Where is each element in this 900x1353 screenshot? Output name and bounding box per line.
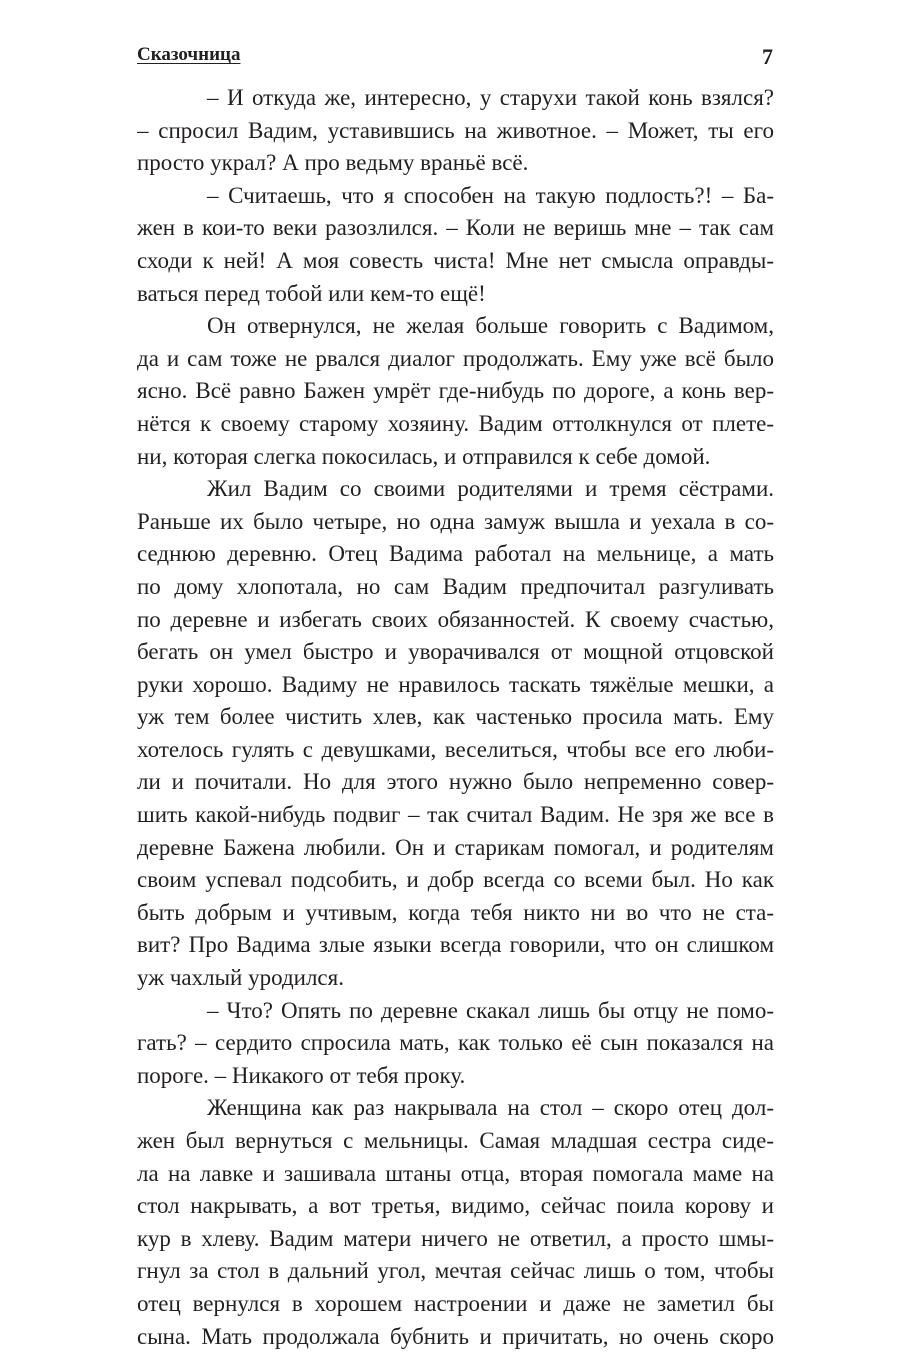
text-line: сходи к ней! А моя совесть чиста! Мне нет смысла оправды-: [137, 247, 774, 273]
text-line: по дому хлопотала, но сам Вадим предпочитал разгуливать: [137, 573, 774, 599]
text-line: пороге. – Никакого от тебя проку.: [137, 1062, 466, 1088]
text-line: ясно. Всё равно Бажен умрёт где-нибудь по дороге, а конь вер-: [137, 378, 774, 404]
text-line: своим успевал подсобить, и добр всегда со всеми был. Но как: [137, 867, 774, 893]
text-line: Жил Вадим со своими родителями и тремя сёстрами.: [207, 476, 774, 502]
text-line: бегать он умел быстро и уворачивался от мощной отцовской: [137, 639, 774, 665]
text-line: кур в хлеву. Вадим матери ничего не ответил, а просто шмы-: [137, 1225, 774, 1251]
text-line: седнюю деревню. Отец Вадима работал на мельнице, а мать: [137, 541, 774, 567]
text-line: просто украл? А про ведьму враньё всё.: [137, 150, 529, 176]
text-line: да и сам тоже не рвался диалог продолжать. Ему уже всё было: [137, 345, 774, 371]
text-line: ли и почитали. Но для этого нужно было непременно совер-: [137, 769, 774, 795]
text-line: ла на лавке и зашивала штаны отца, вторая помогала маме на: [137, 1160, 774, 1186]
text-line: Женщина как раз накрывала на стол – скоро отец дол-: [207, 1095, 774, 1121]
page-number: 7: [762, 44, 773, 69]
text-line: уж тем более чистить хлев, как частенько просила мать. Ему: [137, 704, 774, 730]
text-line: жен в кои-то веки разозлился. – Коли не веришь мне – так сам: [137, 215, 774, 241]
text-line: – Что? Опять по деревне скакал лишь бы отцу не помо-: [207, 997, 774, 1023]
text-line: шить какой-нибудь подвиг – так считал Вадим. Не зря же все в: [137, 802, 774, 828]
text-line: – спросил Вадим, уставившись на животное. – Может, ты его: [137, 117, 774, 143]
text-line: стол накрывать, а вот третья, видимо, сейчас поила корову и: [137, 1193, 774, 1219]
text-line: гать? – сердито спросила мать, как только её сын показался на: [137, 1030, 774, 1056]
text-line: деревне Бажена любили. Он и старикам помогал, и родителям: [137, 834, 774, 860]
text-line: быть добрым и учтивым, когда тебя никто ни во что не ста-: [137, 899, 774, 925]
text-line: гнул за стол в дальний угол, мечтая сейчас лишь о том, чтобы: [137, 1258, 774, 1284]
text-line: жен был вернуться с мельницы. Самая младшая сестра сиде-: [137, 1128, 774, 1153]
text-line: хотелось гулять с девушками, веселиться, чтобы все его люби-: [137, 736, 774, 762]
text-line: вит? Про Вадима злые языки всегда говорили, что он слишком: [137, 932, 774, 958]
text-line: Раньше их было четыре, но одна замуж вышла и уехала в со-: [137, 508, 774, 534]
text-line: по деревне и избегать своих обязанностей. К своему счастью,: [137, 606, 774, 632]
text-line: ни, которая слегка покосилась, и отправился к себе домой.: [137, 443, 711, 469]
text-line: Он отвернулся, не желая больше говорить с Вадимом,: [207, 313, 774, 339]
text-line: – И откуда же, интересно, у старухи такой конь взялся?: [207, 85, 774, 110]
text-line: руки хорошо. Вадиму не нравилось таскать тяжёлые мешки, а: [137, 671, 774, 697]
running-title: Сказочница: [137, 44, 241, 65]
text-line: сына. Мать продолжала бубнить и причитать, но очень скоро: [137, 1323, 774, 1349]
text-line: ваться перед тобой или кем-то ещё!: [137, 280, 486, 306]
body-text: [137, 82, 774, 1353]
text-line: уж чахлый уродился.: [137, 965, 344, 991]
text-line: отец вернулся в хорошем настроении и даже не заметил бы: [137, 1290, 774, 1316]
text-line: нётся к своему старому хозяину. Вадим оттолкнулся от плете-: [137, 410, 774, 436]
text-line: – Считаешь, что я способен на такую подлость?! – Ба-: [207, 182, 774, 208]
